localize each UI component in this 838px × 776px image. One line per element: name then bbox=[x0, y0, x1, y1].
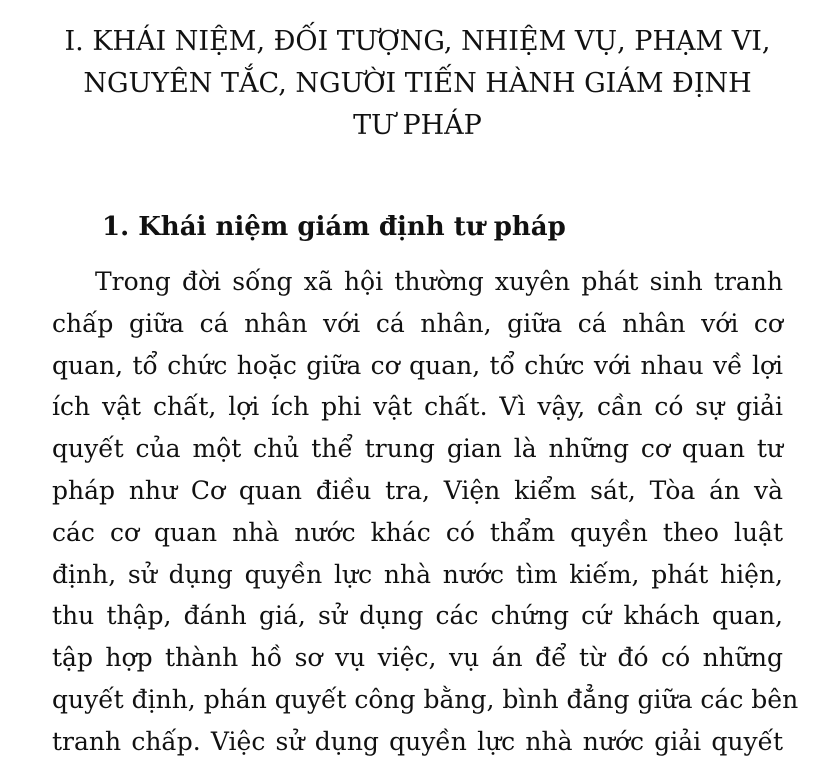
paragraph-line: chấp giữa cá nhân với cá nhân, giữa cá nhân với cơ bbox=[52, 308, 783, 338]
paragraph-line: tranh chấp. Việc sử dụng quyền lực nhà nước giải quyết bbox=[52, 726, 783, 756]
paragraph-line: pháp như Cơ quan điều tra, Viện kiểm sát, Tòa án và bbox=[52, 475, 783, 505]
paragraph-line: quan, tổ chức hoặc giữa cơ quan, tổ chức với nhau về lợi bbox=[52, 350, 783, 380]
paragraph-line: các cơ quan nhà nước khác có thẩm quyền theo luật bbox=[52, 517, 783, 547]
paragraph-line: tập hợp thành hồ sơ vụ việc, vụ án để từ đó có những bbox=[52, 643, 783, 673]
paragraph-line: quyết định, phán quyết công bằng, bình đẳng giữa các bên bbox=[52, 684, 799, 714]
section-title-line: NGUYÊN TẮC, NGƯỜI TIẾN HÀNH GIÁM ĐỊNH bbox=[83, 68, 752, 99]
body-paragraph bbox=[52, 261, 799, 763]
subsection-heading: 1. Khái niệm giám định tư pháp bbox=[102, 212, 566, 242]
paragraph-line: Trong đời sống xã hội thường xuyên phát sinh tranh bbox=[95, 267, 783, 296]
section-title bbox=[52, 0, 783, 147]
paragraph-line: quyết của một chủ thể trung gian là những cơ quan tư bbox=[52, 434, 783, 464]
paragraph-line: ích vật chất, lợi ích phi vật chất. Vì vậy, cần có sự giải bbox=[52, 392, 783, 422]
section-title-line: I. KHÁI NIỆM, ĐỐI TƯỢNG, NHIỆM VỤ, PHẠM VI, bbox=[64, 26, 771, 57]
paragraph-line: thu thập, đánh giá, sử dụng các chứng cứ khách quan, bbox=[52, 601, 783, 631]
paragraph-line: định, sử dụng quyền lực nhà nước tìm kiếm, phát hiện, bbox=[52, 559, 783, 589]
section-title-line: TƯ PHÁP bbox=[353, 110, 482, 141]
